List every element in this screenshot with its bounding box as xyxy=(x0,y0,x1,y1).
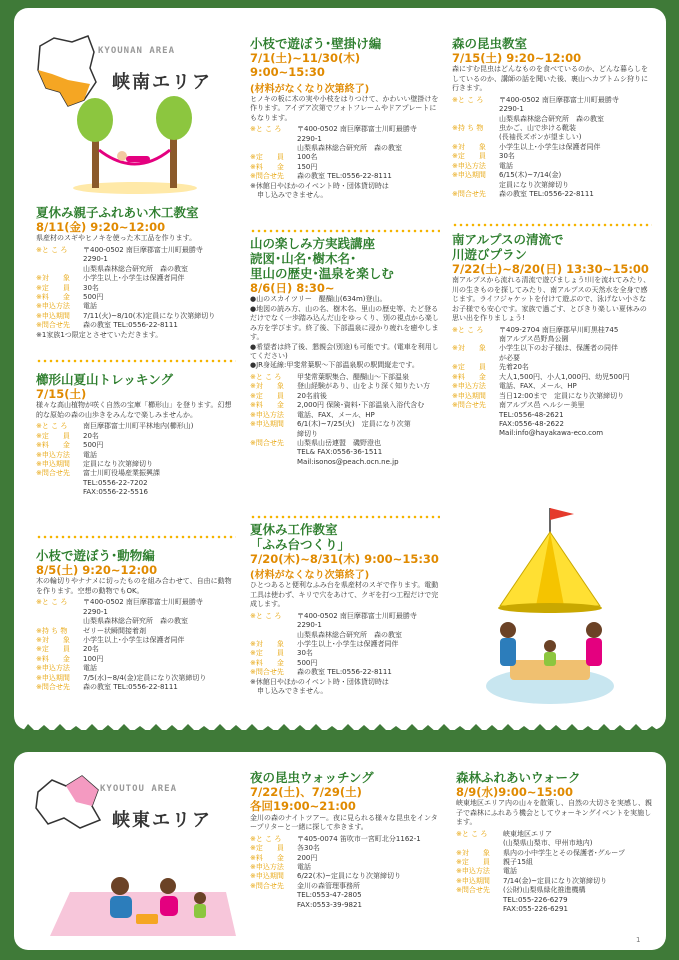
info-row xyxy=(250,392,440,401)
event-title: 夏休み親子ふれあい木工教室 xyxy=(36,205,199,220)
info-row xyxy=(250,439,440,467)
event-info xyxy=(36,422,236,498)
info-key: ※対 象 xyxy=(456,848,490,857)
event-title: 夏休み工作教室 「ふみ台つくり」 xyxy=(250,522,351,552)
info-key: ※問合せ先 xyxy=(452,190,486,199)
info-key: ※定 員 xyxy=(452,363,486,372)
info-row xyxy=(456,877,656,886)
info-key: ※申込期間 xyxy=(250,872,284,881)
event-desc: 峡東地区エリア内の山々を散策し、自然の大切さを実感し、親子で森林にふれあう機会としてウォーキングイベントを実施します。 xyxy=(456,799,652,827)
divider xyxy=(36,358,236,364)
event-date: 8/6(日) 8:30~ xyxy=(250,281,335,295)
event-walk xyxy=(456,770,656,915)
event-title: 夜の昆虫ウォッチング xyxy=(250,770,374,785)
info-key: ※定 員 xyxy=(250,649,284,658)
info-key: ※と こ ろ xyxy=(36,598,68,607)
event-desc: ヒノキの板に木の実や小枝をはりつけて、かわいい壁掛けを作ります。アイデア次第でフォトフレームやドアプレートにもなります。 xyxy=(250,94,439,122)
info-value: 各30名 xyxy=(297,844,320,853)
info-row xyxy=(250,382,440,391)
info-row xyxy=(36,674,236,683)
divider xyxy=(250,514,440,520)
info-key: ※申込期間 xyxy=(36,673,70,682)
info-key: ※申込方法 xyxy=(452,161,486,170)
info-value: 峡東地区エリア (山梨県山梨市、甲州市地内) xyxy=(503,829,593,848)
event-foot: ※休館日やほかのイベント時・団体貸切時は 申し込みできません。 xyxy=(250,181,389,200)
info-value: 20名前後 xyxy=(297,391,327,400)
info-row xyxy=(452,392,652,401)
event-date: 7/22(土)、7/29(土) 各回19:00~21:00 xyxy=(250,785,362,814)
info-key: ※と こ ろ xyxy=(36,422,68,431)
info-key: ※定 員 xyxy=(250,844,284,853)
info-value: 500円 xyxy=(83,441,104,450)
event-kawa xyxy=(452,232,652,439)
info-key: ※問合せ先 xyxy=(36,469,70,478)
info-value: 森の教室 TEL:0556-22-8111 xyxy=(297,668,392,677)
info-value: 虫かご、山で歩ける靴装 (長袖長ズボンが望ましい) xyxy=(499,124,582,142)
event-desc: ひとつあると便利なふみ台を県産材のスギで作ります。電動工具は使わず、キリで穴をあけて、クギを打つ工程だけで完成します。 xyxy=(250,581,439,609)
event-title: 小枝で遊ぼう･壁掛け編 xyxy=(250,36,382,51)
info-row xyxy=(36,302,236,311)
info-row xyxy=(36,274,236,283)
info-key: ※料 金 xyxy=(452,372,486,381)
kyoutou-header xyxy=(28,770,238,850)
event-trek xyxy=(36,372,236,498)
info-key: ※申込方法 xyxy=(250,410,284,419)
info-row xyxy=(250,668,440,677)
info-row xyxy=(36,645,236,654)
picnic-illustration xyxy=(40,856,240,940)
event-info xyxy=(250,373,440,467)
info-row xyxy=(452,143,652,152)
info-key: ※定 員 xyxy=(452,152,486,161)
info-value: 甲斐常葉駅集合、醍醐山～下部温泉 xyxy=(297,372,409,381)
info-value: 山梨県山岳連盟 磯野澄也 TEL& FAX:0556-36-1511 Mail:isonos@peach.ocn.ne.jp xyxy=(297,438,399,466)
info-value: 森の教室 TEL:0556-22-8111 xyxy=(83,321,178,330)
info-row xyxy=(36,321,236,330)
info-value: 金川の森管理事務所 TEL:0553-47-2805 FAX:0553-39-9821 xyxy=(297,881,362,909)
info-value: 電話、FAX、メール、HP xyxy=(297,410,375,419)
info-value: 100円 xyxy=(83,654,104,663)
info-key: ※持 ち 物 xyxy=(452,124,484,132)
event-title: 小枝で遊ぼう･動物編 xyxy=(36,548,155,563)
info-key: ※料 金 xyxy=(250,658,284,667)
info-value: 定員になり次第締切り xyxy=(83,460,153,468)
info-value: 小学生以上･小学生は保護者同伴 xyxy=(297,640,399,648)
info-row xyxy=(250,373,440,382)
info-value: 7/14(金)~定員になり次第締切り xyxy=(503,876,608,885)
event-doubutsu xyxy=(36,548,236,693)
event-date: 7/1(土)~11/30(木) 9:00~15:30 xyxy=(250,51,361,80)
kyoutou-jp: 峡東エリア xyxy=(112,810,212,831)
info-key: ※問合せ先 xyxy=(456,886,490,895)
event-desc: 森にすむ昆虫はどんなものを食べているのか、どんな暮らしをしているのか、講師の話を聞いた後、裏山へカブトムシ狩りに行きます。 xyxy=(452,65,648,93)
info-row xyxy=(452,326,652,345)
info-value: ゼリー状瞬間接着剤 xyxy=(83,626,146,635)
event-date: 7/15(土) xyxy=(36,387,87,401)
info-value: 小学生以上･小学生は保護者同伴 xyxy=(83,636,185,644)
info-key: ※問合せ先 xyxy=(250,881,284,890)
info-key: ※申込方法 xyxy=(250,862,284,871)
info-value: 7/5(水)~8/4(金)定員になり次第締切り xyxy=(83,673,207,682)
info-value: 100名 xyxy=(297,153,318,162)
info-value: 500円 xyxy=(83,293,104,301)
event-foot: ※休館日やほかのイベント時・団体貸切時は 申し込みできません。 xyxy=(250,677,389,696)
kyoutou-map-icon xyxy=(32,772,104,832)
info-value: 先着20名 xyxy=(499,363,529,372)
event-yama xyxy=(250,236,440,467)
info-key: ※申込期間 xyxy=(452,391,486,400)
info-key: ※料 金 xyxy=(250,162,284,171)
info-value: 〒400-0502 南巨摩郡富士川町最勝寺 2290-1 山梨県森林総合研究所 森の教室 xyxy=(83,245,203,273)
info-value: (公財)山梨県緑化推進機構 TEL:055-226-6279 FAX:055-226-6291 xyxy=(503,886,586,914)
event-info xyxy=(250,612,440,678)
info-row xyxy=(452,344,652,363)
info-key: ※料 金 xyxy=(36,654,70,663)
event-desc: 木の輪切りやナナメに切ったものを組み合わせて、自由に動物を作ります。空想の動物でもOK。 xyxy=(36,577,232,595)
info-row xyxy=(36,469,236,497)
event-note: (材料がなくなり次第終了) xyxy=(250,570,370,582)
info-value: 〒405-0074 笛吹市一宮町北分1162-1 xyxy=(297,834,421,843)
info-row xyxy=(36,422,236,431)
event-yoru xyxy=(250,770,442,910)
info-value: 30名 xyxy=(83,283,99,292)
info-value: 〒400-0502 南巨摩郡富士川町最勝寺 2290-1 山梨県森林総合研究所 森の教室 xyxy=(297,611,417,639)
info-key: ※対 象 xyxy=(250,382,284,391)
page-number: 1 xyxy=(636,936,641,944)
event-note: (材料がなくなり次第終了) xyxy=(250,83,370,95)
info-row xyxy=(250,153,440,162)
info-key: ※問合せ先 xyxy=(250,668,284,677)
info-value: 200円 xyxy=(297,853,318,862)
info-value: 〒409-2704 南巨摩郡早川町黒桂745 南アルプス邑野鳥公園 xyxy=(499,325,619,343)
info-row xyxy=(36,312,236,321)
event-title: 森林ふれあいウォーク xyxy=(456,770,581,785)
info-value: 20名 xyxy=(83,431,99,440)
event-desc: 南アルプスから流れる清流で遊びましょう!川を流れてみたり、川の生きものを探してみたり、南アルプスの天然水を全身で感じます。ライフジャケットを付けて遊ぶので、泳げない小さなお子様でも安心です。家族で過ごす、とびきり楽しい夏休みの思い出を作りましょう! xyxy=(452,276,651,323)
event-date: 8/5(土) 9:20~12:00 xyxy=(36,563,158,577)
info-row xyxy=(250,882,442,910)
camping-illustration xyxy=(470,496,640,716)
event-date: 8/11(金) 9:20~12:00 xyxy=(36,220,166,234)
info-row xyxy=(250,401,440,410)
info-row xyxy=(36,664,236,673)
info-value: 小学生以上･小学生は保護者同伴 xyxy=(83,274,185,283)
info-key: ※申込方法 xyxy=(452,382,486,391)
grass-border xyxy=(14,722,666,734)
info-key: ※申込期間 xyxy=(36,460,70,468)
info-row xyxy=(456,849,656,858)
event-desc: 県産材のスギやヒノキを使った木工品を作ります。 xyxy=(36,234,197,243)
info-key: ※問合せ先 xyxy=(36,683,70,692)
event-foot: ※1家族1つ限定とさせていただきます。 xyxy=(36,330,163,339)
event-info xyxy=(250,125,440,182)
info-value: 電話、FAX、メール、HP xyxy=(499,382,577,391)
info-key: ※対 象 xyxy=(452,142,486,151)
info-key: ※料 金 xyxy=(36,441,70,450)
info-key: ※問合せ先 xyxy=(36,321,70,330)
info-value: 〒400-0502 南巨摩郡富士川町最勝寺 2290-1 山梨県森林総合研究所 森の教室 xyxy=(499,95,619,123)
info-row xyxy=(36,655,236,664)
info-key: ※申込期間 xyxy=(250,420,284,429)
info-key: ※持 ち 物 xyxy=(36,626,68,635)
hammock-illustration xyxy=(70,96,200,196)
kyoutou-en: KYOUTOU AREA xyxy=(100,784,178,794)
info-value: 2,000円 保険･資料･下部温泉入浴代含む xyxy=(297,401,425,410)
kyounan-en: KYOUNAN AREA xyxy=(98,46,176,56)
info-row xyxy=(36,627,236,636)
event-mokko xyxy=(36,205,236,340)
info-value: 森の教室 TEL:0556-22-8111 xyxy=(297,172,392,181)
info-row xyxy=(36,432,236,441)
info-key: ※対 象 xyxy=(452,344,486,353)
info-row xyxy=(36,441,236,450)
info-key: ※と こ ろ xyxy=(250,834,282,843)
event-title: 南アルプスの清流で 川遊びプラン xyxy=(452,232,564,262)
info-key: ※定 員 xyxy=(36,645,70,654)
info-key: ※申込方法 xyxy=(36,450,70,459)
info-row xyxy=(452,401,652,439)
info-value: 小学生以下のお子様は、保護者の同伴 が必要 xyxy=(499,344,618,362)
info-key: ※対 象 xyxy=(36,636,70,644)
info-key: ※と こ ろ xyxy=(36,245,68,254)
event-info xyxy=(36,598,236,692)
info-key: ※定 員 xyxy=(250,391,284,400)
info-row xyxy=(250,844,442,853)
info-row xyxy=(452,373,652,382)
event-info xyxy=(250,835,442,911)
info-value: 電話 xyxy=(503,867,517,876)
event-desc: 様々な高山植物が咲く自然の宝庫「櫛形山」を登ります。幻想的な原始の森の山歩きをみんなで楽しみませんか。 xyxy=(36,401,232,419)
event-date: 7/22(土)~8/20(日) 13:30~15:00 xyxy=(452,262,649,276)
event-desc: 金川の森のナイトツアー。夜に見られる様々な昆虫をインタープリターと一緒に探して歩きます。 xyxy=(250,813,438,832)
info-value: 南巨摩郡富士川町平林地内(櫛形山) xyxy=(83,422,194,431)
info-row xyxy=(36,598,236,626)
info-value: 〒400-0502 南巨摩郡富士川町最勝寺 2290-1 山梨県森林総合研究所 森の教室 xyxy=(297,125,417,152)
info-key: ※定 員 xyxy=(250,153,284,162)
info-row xyxy=(250,125,440,153)
info-row xyxy=(250,863,442,872)
info-value: 親子15組 xyxy=(503,858,533,866)
info-row xyxy=(452,152,652,161)
info-key: ※対 象 xyxy=(36,274,70,283)
info-value: 南アルプス邑 ヘルシー美里 TEL:0556-48-2621 FAX:0556-48-2622 Mail:info@hayakawa-eco.com xyxy=(499,401,604,438)
info-value: 7/11(火)~8/10(木)定員になり次第締切り xyxy=(83,311,216,320)
info-row xyxy=(452,96,652,124)
info-row xyxy=(250,854,442,863)
info-key: ※申込期間 xyxy=(452,171,486,180)
info-value: 県内の小中学生とその保護者･グループ xyxy=(503,848,625,857)
info-key: ※申込方法 xyxy=(36,664,70,673)
info-key: ※定 員 xyxy=(456,858,490,866)
info-row xyxy=(456,886,656,914)
info-row xyxy=(250,612,440,640)
info-key: ※申込方法 xyxy=(456,867,490,876)
info-key: ※問合せ先 xyxy=(250,438,284,447)
info-value: 電話 xyxy=(83,450,97,459)
info-value: 20名 xyxy=(83,645,99,654)
info-row xyxy=(250,659,440,668)
info-value: 6/22(木)~定員になり次第締切り xyxy=(297,872,402,881)
info-row xyxy=(36,451,236,460)
info-key: ※と こ ろ xyxy=(452,325,484,334)
event-title: 山の楽しみ方実践講座 読図･山名･樹木名･ 里山の歴史･温泉を楽しむ xyxy=(250,236,394,281)
info-key: ※問合せ先 xyxy=(250,172,284,181)
info-value: 30名 xyxy=(499,152,515,161)
info-value: 森の教室 TEL:0556-22-8111 xyxy=(499,190,594,199)
info-key: ※料 金 xyxy=(36,293,70,301)
info-value: 150円 xyxy=(297,162,318,171)
info-value: 6/1(木)~7/25(火) 定員になり次第 締切り xyxy=(297,420,411,438)
info-value: 電話 xyxy=(83,664,97,673)
info-key: ※問合せ先 xyxy=(452,401,486,410)
event-kabekake xyxy=(250,36,440,201)
info-row xyxy=(456,867,656,876)
info-value: 富士川町役場産業振興課 TEL:0556-22-7202 FAX:0556-22-5516 xyxy=(83,469,160,497)
info-key: ※と こ ろ xyxy=(250,125,282,134)
info-row xyxy=(452,171,652,190)
info-row xyxy=(250,835,442,844)
info-value: 電話 xyxy=(499,161,513,170)
info-value: 当日12:00まで 定員になり次第締切り xyxy=(499,391,625,400)
info-value: 電話 xyxy=(297,862,311,871)
info-key: ※申込期間 xyxy=(456,876,490,885)
info-value: 大人1,500円、小人1,000円、幼児500円 xyxy=(499,372,630,381)
info-row xyxy=(250,420,440,439)
info-key: ※料 金 xyxy=(250,401,284,410)
info-row xyxy=(250,649,440,658)
event-info xyxy=(452,96,652,200)
info-key: ※申込方法 xyxy=(36,302,70,311)
event-info xyxy=(452,326,652,439)
info-row xyxy=(36,284,236,293)
info-row xyxy=(250,411,440,420)
event-date: 7/15(土) 9:20~12:00 xyxy=(452,51,582,65)
info-key: ※定 員 xyxy=(36,283,70,292)
info-row xyxy=(250,872,442,881)
info-value: 森の教室 TEL:0556-22-8111 xyxy=(83,683,178,692)
event-konchu xyxy=(452,36,652,200)
info-row xyxy=(250,163,440,172)
event-fumidai xyxy=(250,522,440,697)
info-row xyxy=(452,363,652,372)
info-row xyxy=(452,382,652,391)
info-row xyxy=(452,190,652,199)
info-value: 電話 xyxy=(83,302,97,311)
info-row xyxy=(456,830,656,849)
info-key: ※定 員 xyxy=(36,431,70,440)
info-row xyxy=(250,172,440,181)
divider xyxy=(36,534,236,540)
event-desc: ●山のスカイツリー 醍醐山(634m)登山。 ●地図の読み方、山の名、樹木名、里山の歴史等、たど登るだけでなく一歩踏み込んだ山をゆっくり、別の視点から楽しみ方を学びます。終了後、下部温泉に浸かり疲れを癒やします。 ●希望者は終了後、懇親会(別途)も可能です。(電車を利用してください) ●JR身延線:甲斐常葉駅～下部温泉駅の駅間縦走です。 xyxy=(250,295,439,370)
info-key: ※対 象 xyxy=(250,640,284,648)
event-date: 8/9(水)9:00~15:00 xyxy=(456,785,574,799)
divider xyxy=(250,228,440,234)
info-key: ※と こ ろ xyxy=(250,372,282,381)
info-row xyxy=(452,162,652,171)
info-value: 登山経験があり、山をより深く知りたい方 xyxy=(297,382,430,391)
info-value: 小学生以上･小学生は保護者同伴 xyxy=(499,142,601,151)
event-info xyxy=(456,830,656,915)
info-value: 6/15(木)~7/14(金) 定員になり次第締切り xyxy=(499,171,569,189)
info-value: 500円 xyxy=(297,658,318,667)
divider xyxy=(452,222,652,228)
info-row xyxy=(36,683,236,692)
info-row xyxy=(36,246,236,274)
info-key: ※料 金 xyxy=(250,853,284,862)
event-title: 森の昆虫教室 xyxy=(452,36,528,51)
info-value: 30名 xyxy=(297,649,313,658)
info-row xyxy=(452,124,652,143)
event-info xyxy=(36,246,236,331)
info-key: ※と こ ろ xyxy=(452,95,484,104)
info-value: 〒400-0502 南巨摩郡富士川町最勝寺 2290-1 山梨県森林総合研究所 森の教室 xyxy=(83,598,203,626)
info-key: ※と こ ろ xyxy=(456,829,488,838)
event-title: 櫛形山夏山トレッキング xyxy=(36,372,174,387)
kyounan-jp: 峡南エリア xyxy=(112,72,212,93)
info-key: ※と こ ろ xyxy=(250,611,282,620)
info-key: ※申込期間 xyxy=(36,311,70,320)
event-date: 7/20(木)~8/31(木) 9:00~15:30 xyxy=(250,552,439,566)
